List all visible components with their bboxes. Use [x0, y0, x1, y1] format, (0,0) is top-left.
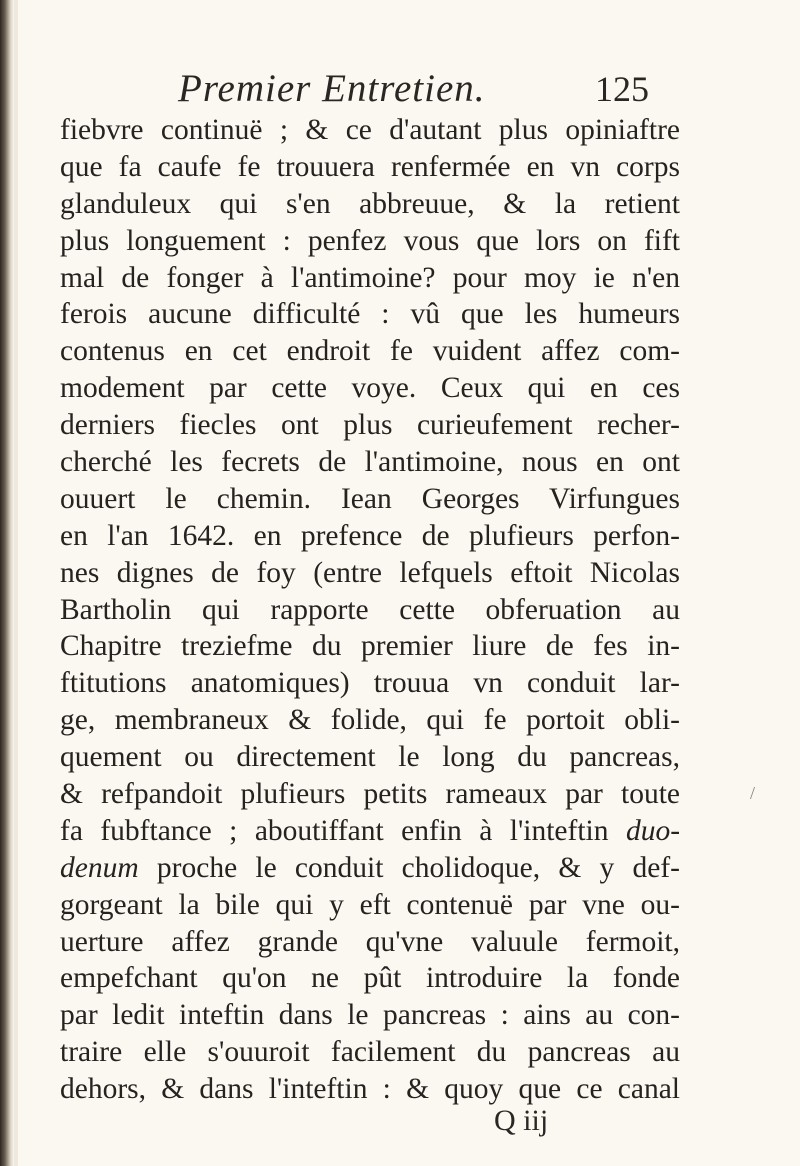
margin-mark: /	[750, 783, 756, 803]
page-header	[60, 64, 680, 112]
text-line: ferois aucune difficulté : vû que les humeurs	[60, 298, 680, 331]
text-line: uerture affez grande qu'vne valuule fermoit,	[60, 925, 680, 958]
body-text	[60, 112, 680, 1108]
book-gutter-shadow	[0, 0, 14, 1166]
text-line: cherché les fecrets de l'antimoine, nous en ont	[60, 446, 680, 479]
italic-term: denum	[60, 851, 139, 884]
text-line-with-italic	[60, 850, 680, 887]
italic-term: duo-	[625, 814, 680, 847]
text-line: empefchant qu'on ne pût introduire la fonde	[60, 962, 680, 995]
signature-mark: Q iij	[494, 1104, 549, 1137]
text-line: ouuert le chemin. Iean Georges Virfungues	[60, 482, 680, 515]
text-line: en l'an 1642. en prefence de plufieurs perfon-	[60, 519, 680, 552]
page-number: 125	[595, 69, 649, 109]
text-line: & refpandoit plufieurs petits rameaux par toute	[60, 778, 680, 811]
text-line: mal de fonger à l'antimoine? pour moy ie n'en	[60, 261, 680, 294]
page-edge	[14, 0, 18, 1166]
text-line: quement ou directement le long du pancreas,	[60, 741, 680, 774]
text-line: nes dignes de foy (entre lefquels eftoit Nicolas	[60, 556, 680, 589]
text-line: que fa caufe fe trouuera renfermée en vn corps	[60, 150, 680, 183]
text-line: fiebvre continuë ; & ce d'autant plus opiniaftre	[60, 114, 680, 146]
text-segment: fa fubftance ; aboutiffant enfin à l'inteftin	[60, 814, 609, 847]
text-line: glanduleux qui s'en abbreuue, & la retient	[60, 187, 680, 220]
text-line: par ledit inteftin dans le pancreas : ains au con-	[60, 999, 680, 1032]
text-line: gorgeant la bile qui y eft contenuë par vne ou-	[60, 888, 680, 921]
text-line: plus longuement : penfez vous que lors on fift	[60, 224, 680, 257]
text-line: dehors, & dans l'inteftin : & quoy que ce canal	[60, 1073, 680, 1106]
text-line-with-italic	[60, 813, 680, 850]
text-line: Bartholin qui rapporte cette obferuation au	[60, 593, 680, 626]
text-line: contenus en cet endroit fe vuident affez com-	[60, 335, 680, 368]
text-line: ftitutions anatomiques) trouua vn conduit lar-	[60, 667, 680, 700]
text-line: Chapitre treziefme du premier liure de fes in-	[60, 630, 680, 663]
running-head: Premier Entretien.	[178, 67, 486, 110]
text-line: modement par cette voye. Ceux qui en ces	[60, 372, 680, 405]
text-segment: proche le conduit cholidoque, & y def-	[156, 851, 680, 884]
text-line: traire elle s'ouuroit facilement du pancreas au	[60, 1036, 680, 1069]
text-line: derniers fiecles ont plus curieufement recher-	[60, 409, 680, 442]
text-line: ge, membraneux & folide, qui fe portoit obli-	[60, 704, 680, 737]
